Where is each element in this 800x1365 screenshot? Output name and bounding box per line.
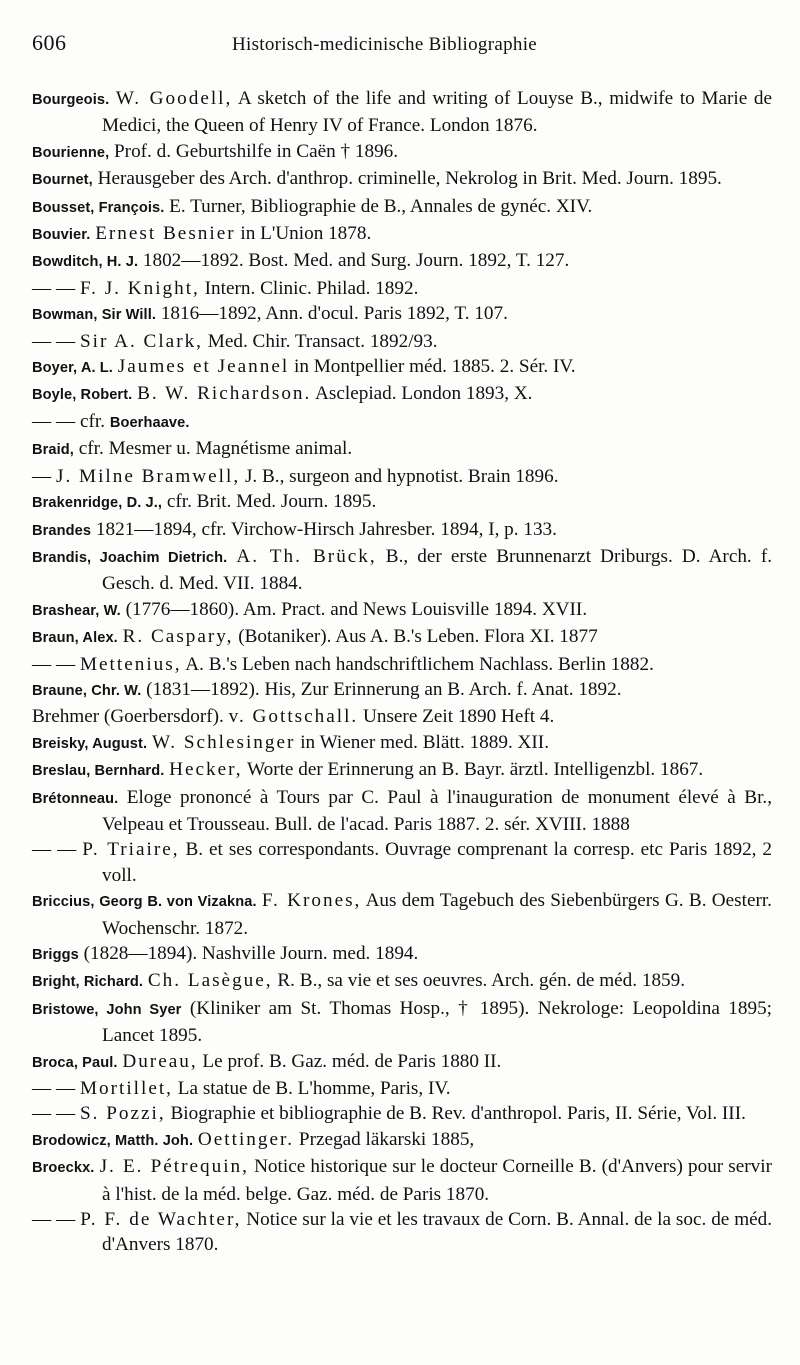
entry-author: Ch. Lasègue, [147,970,273,992]
entry-text: 1802—1892. Bost. Med. and Surg. Journ. 1892, T. 127. [138,250,570,272]
bibliography-entry [32,652,772,677]
page-number: 606 [32,30,67,55]
entry-author: v. Gottschall. [228,706,359,728]
bibliography-entry [32,1076,772,1101]
entry-author: B. W. Richardson. [137,383,312,405]
bibliography-entry [32,941,772,968]
repeat-dash: — [32,465,52,487]
entry-crossref: Boerhaave. [109,414,190,431]
bibliography-entry [32,1127,772,1154]
entry-name: Brodowicz, Matth. Joh. [32,1132,194,1149]
entry-name: Bristowe, John Syer [32,1001,182,1018]
entry-text: cfr. Mesmer u. Magnétisme animal. [73,438,353,460]
bibliography-entry [32,597,772,624]
bibliography-list [32,86,772,1258]
entry-text: in L'Union 1878. [235,223,372,245]
bibliography-entry [32,1049,772,1076]
entry-author: P. F. de Wachter, [80,1209,242,1231]
entry-author: W. Goodell, [115,88,233,109]
entry-text: E. Turner, Bibliographie de B., Annales de gynéc. XIV. [164,195,593,217]
bibliography-entry [32,381,772,408]
entry-name: Brétonneau. [32,790,119,807]
entry-author: Oettinger. [197,1128,295,1150]
entry-name: Brandis, Joachim Dietrich. [32,549,228,566]
repeat-dash: — — [32,410,76,432]
running-title: Historisch-medicinische Bibliographie [232,34,538,55]
bibliography-entry [32,436,772,463]
entry-author: A. Th. Brück, [236,545,377,567]
repeat-dash: — — [32,330,76,352]
entry-name: Bouvier. [32,227,91,244]
entry-name: Briccius, Georg B. von Vizakna. [32,894,257,911]
entry-text: A. B.'s Leben nach handschriftlichem Nachlass. Berlin 1882. [181,653,654,675]
bibliography-entry [32,704,772,729]
entry-author: Sir A. Clark, [79,330,203,352]
bibliography-entry [32,730,772,757]
entry-text: (1828—1894). Nashville Journ. med. 1894. [78,943,419,964]
entry-author: Dureau, [122,1050,198,1072]
bibliography-entry [32,1207,772,1258]
entry-author: S. Pozzi, [79,1103,166,1125]
entry-text: B., der erste Brunnenarzt Driburgs. D. Arch. f. Gesch. d. Med. VII. 1884. [102,545,773,595]
entry-text: in Montpellier méd. 1885. 2. Sér. IV. [289,356,576,378]
entry-name: Bourienne, [32,144,110,161]
bibliography-entry [32,409,772,436]
bibliography-entry [32,1101,772,1126]
bibliography-entry [32,677,772,704]
entry-name: Brandes [32,522,92,539]
entry-author: Mettenius, [79,653,182,675]
entry-text: B. et ses correspondants. Ouvrage comprenant la corresp. etc Paris 1892, 2 voll. [102,839,773,886]
entry-name: Brashear, W. [32,602,121,619]
entry-text: in Wiener med. Blätt. 1889. XII. [295,731,549,753]
entry-text: Unsere Zeit 1890 Heft 4. [358,706,555,728]
bibliography-entry [32,517,772,544]
bibliography-entry [32,221,772,248]
bibliography-entry [32,354,772,381]
entry-name: Bowditch, H. J. [32,254,139,271]
entry-name: Braune, Chr. W. [32,682,142,699]
bibliography-entry [32,1154,772,1207]
entry-text: cfr. Brit. Med. Journ. 1895. [162,491,377,513]
bibliography-entry [32,996,772,1049]
bibliography-entry [32,166,772,193]
entry-author: R. Caspary, [122,626,234,648]
entry-text: Prof. d. Geburtshilfe in Caën † 1896. [109,140,399,162]
entry-name: Bright, Richard. [32,974,144,991]
bibliography-entry [32,194,772,221]
entry-text: (Kliniker am St. Thomas Hosp., † 1895). Nekrologe: Leopoldina 1895; Lancet 1895. [102,997,772,1047]
repeat-dash: — — [32,277,76,299]
entry-name: Braid, [32,442,74,459]
entry-text: 1821—1894, cfr. Virchow-Hirsch Jahresber. 1894, I, p. 133. [91,518,557,540]
entry-name: Boyer, A. L. [32,360,113,377]
bibliography-entry [32,968,772,995]
entry-text: J. B., surgeon and hypnotist. Brain 1896. [240,465,559,487]
entry-text: (Botaniker). Aus A. B.'s Leben. Flora XI. 1877 [233,626,598,648]
repeat-dash: — — [32,1209,76,1231]
entry-name: Breslau, Bernhard. [32,763,165,780]
entry-author: Jaumes et Jeannel [117,356,290,378]
entry-text: La statue de B. L'homme, Paris, IV. [172,1078,451,1100]
entry-author: F. Krones, [261,890,362,912]
repeat-dash: — — [32,653,76,675]
entry-name: Bousset, François. [32,199,165,216]
entry-text: Worte der Erinnerung an B. Bayr. ärztl. Intelligenzbl. 1867. [242,759,704,781]
entry-author: Ernest Besnier [95,223,236,245]
entry-name: Broeckx. [32,1160,95,1177]
entry-text: Herausgeber des Arch. d'anthrop. criminelle, Nekrolog in Brit. Med. Journ. 1895. [92,168,722,190]
entry-author: Hecker, [169,759,243,781]
entry-name: Broca, Paul. [32,1054,118,1071]
bibliography-entry [32,837,772,888]
entry-name: Boyle, Robert. [32,387,133,404]
entry-name: Bournet, [32,172,93,189]
bibliography-entry [32,139,772,166]
entry-name: Bowman, Sir Will. [32,307,157,324]
bibliography-entry [32,301,772,328]
entry-text: R. B., sa vie et ses oeuvres. Arch. gén. de méd. 1859. [272,970,686,992]
entry-author: W. Schlesinger [151,731,296,753]
bibliography-entry [32,785,772,838]
entry-author: P. Triaire, [82,839,180,861]
bibliography-entry [32,329,772,354]
entry-author: J. E. Pétrequin, [99,1156,249,1178]
entry-name: Brakenridge, D. J., [32,495,163,512]
entry-name: Briggs [32,947,79,963]
entry-name: Bourgeois. [32,92,110,108]
entry-text: Med. Chir. Transact. 1892/93. [202,330,438,352]
bibliography-entry [32,888,772,941]
entry-text: Notice sur la vie et les travaux de Corn. B. Annal. de la soc. de méd. d'Anvers 1870. [102,1209,773,1256]
repeat-dash: — — [32,1103,76,1125]
entry-text: 1816—1892, Ann. d'ocul. Paris 1892, T. 107. [156,303,508,325]
bibliography-entry [32,624,772,651]
entry-text: (1831—1892). His, Zur Erinnerung an B. Arch. f. Anat. 1892. [141,678,622,700]
repeat-dash: — — [32,839,77,861]
page-header [32,30,772,78]
bibliography-entry [32,464,772,489]
entry-text: A sketch of the life and writing of Louyse B., midwife to Marie de Medici, the Queen of Henry IV of France. London 1876. [102,88,773,137]
entry-text: Eloge prononcé à Tours par C. Paul à l'inauguration de monument élevé à Br., Velpeau et Trousseau. Bull. de l'acad. Paris 1887. 2. sér. XVIII. 1888 [102,786,772,835]
bibliography-entry [32,86,772,139]
entry-text: Przegad läkarski 1885, [294,1128,475,1150]
entry-author: Mortillet, [79,1078,173,1100]
entry-text: Le prof. B. Gaz. méd. de Paris 1880 II. [197,1050,502,1072]
entry-text: Intern. Clinic. Philad. 1892. [199,277,419,299]
entry-lead: Brehmer (Goerbersdorf). [32,706,229,728]
bibliography-entry [32,489,772,516]
bibliography-entry [32,757,772,784]
entry-author: F. J. Knight, [79,277,200,299]
entry-text: Notice historique sur le docteur Corneille B. (d'Anvers) pour servir à l'hist. de la méd. belge. Gaz. méd. de Paris 1870. [102,1156,772,1205]
entry-name: Breisky, August. [32,735,148,752]
repeat-dash: — — [32,1078,76,1100]
entry-text: Aus dem Tagebuch des Siebenbürgers G. B. Oesterr. Wochenschr. 1872. [102,890,772,939]
bibliography-entry [32,248,772,275]
entry-name: Braun, Alex. [32,630,118,647]
entry-text: cfr. [79,410,110,432]
entry-author: J. Milne Bramwell, [55,465,241,487]
bibliography-entry [32,544,772,597]
entry-text: Biographie et bibliographie de B. Rev. d'anthropol. Paris, II. Série, Vol. III. [165,1103,746,1125]
entry-text: Asclepiad. London 1893, X. [311,383,533,405]
bibliography-entry [32,276,772,301]
entry-text: (1776—1860). Am. Pract. and News Louisville 1894. XVII. [120,598,588,620]
